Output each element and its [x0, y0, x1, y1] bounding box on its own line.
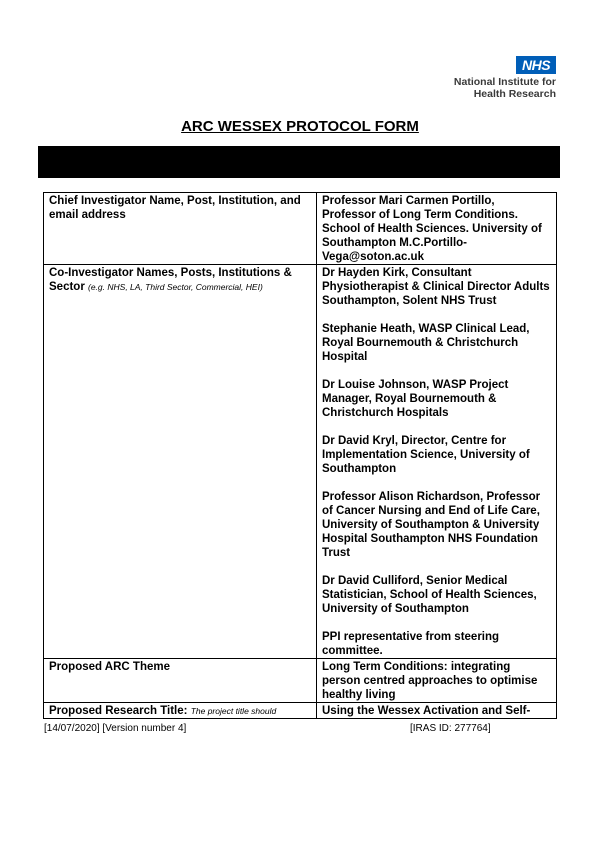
nhs-logo: NHS: [516, 56, 556, 74]
table-row: [44, 703, 557, 719]
research-title-value: Using the Wessex Activation and Self-: [317, 703, 557, 719]
research-title-label: [44, 703, 317, 719]
co-investigator-label-text: Co-Investigator Names, Posts, Institutions & Sector: [49, 267, 292, 293]
table-row: [44, 265, 557, 659]
co-investigator-label: [44, 265, 317, 659]
chief-investigator-value: Professor Mari Carmen Portillo, Professor of Long Term Conditions. School of Health Sciences. University of Southampton M.C.Portillo-Vega@soton.ac.uk: [317, 193, 557, 265]
chief-investigator-label: Chief Investigator Name, Post, Institution, and email address: [44, 193, 317, 265]
co-investigator-entry: Dr Louise Johnson, WASP Project Manager, Royal Bournemouth & Christchurch Hospitals: [322, 379, 509, 419]
protocol-table: [43, 192, 557, 719]
org-line-2: Health Research: [473, 88, 556, 100]
co-investigator-hint: (e.g. NHS, LA, Third Sector, Commercial, HEI): [88, 282, 263, 292]
co-investigator-entry: Professor Alison Richardson, Professor of Cancer Nursing and End of Life Care, University of Southampton & University Hospital Southampton NHS Foundation Trust: [322, 491, 541, 559]
header-bar: [38, 146, 560, 178]
org-line-1: National Institute for: [453, 76, 556, 88]
table-row: [44, 193, 557, 265]
co-investigator-list: [317, 265, 557, 659]
co-investigator-entry: Dr Hayden Kirk, Consultant Physiotherapist & Clinical Director Adults Southampton, Solent NHS Trust: [322, 267, 550, 307]
co-investigator-entry: Stephanie Heath, WASP Clinical Lead, Royal Bournemouth & Christchurch Hospital: [322, 323, 530, 363]
co-investigator-entry: PPI representative from steering committee.: [322, 631, 500, 657]
arc-theme-value: Long Term Conditions: integrating person centred approaches to optimise healthy living: [317, 659, 557, 703]
form-title: ARC WESSEX PROTOCOL FORM: [181, 118, 419, 135]
arc-theme-label: Proposed ARC Theme: [44, 659, 317, 703]
table-row: [44, 659, 557, 703]
research-title-hint: The project title should: [190, 706, 277, 716]
co-investigator-entry: Dr David Kryl, Director, Centre for Implementation Science, University of Southampton: [322, 435, 530, 475]
research-title-label-text: Proposed Research Title:: [49, 705, 188, 717]
footer-version: [14/07/2020] [Version number 4]: [44, 723, 187, 734]
organisation-name: [454, 76, 556, 100]
footer-iras-id: [IRAS ID: 277764]: [410, 723, 491, 734]
co-investigator-entry: Dr David Culliford, Senior Medical Statistician, School of Health Sciences, University of Southampton: [322, 575, 537, 615]
